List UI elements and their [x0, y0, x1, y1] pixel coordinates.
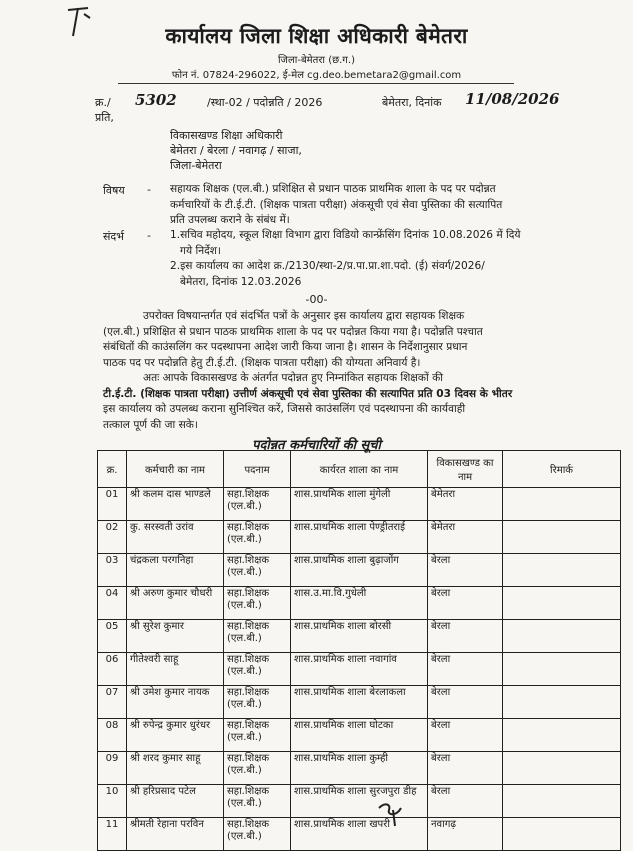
body-line: टी.ई.टी. (शिक्षक पात्रता परीक्षा) उत्तीर्ण अंकसूची एवं सेवा पुस्तिका की सत्यापित प्रति 03 दिवस के भीतर — [103, 387, 513, 400]
addressee-line: विकासखण्ड शिक्षा अधिकारी — [170, 129, 283, 142]
body-line: इस कार्यालय को उपलब्ध कराना सुनिश्चित करें, जिससे काउंसलिंग एवं पदस्थापना की कार्यवाही — [103, 403, 466, 415]
employee-name: चंद्रकला परगनिहा — [127, 554, 224, 587]
row-serial: 04 — [98, 587, 127, 620]
designation: सहा.शिक्षक (एल.बी.) — [224, 488, 291, 521]
row-serial: 03 — [98, 554, 127, 587]
row-serial: 10 — [98, 785, 127, 818]
table-header-row — [98, 451, 621, 488]
school-name: शास.प्राथमिक शाला घोटका — [291, 719, 428, 752]
sandarbh-line: 1.सचिव महोदय, स्कूल शिक्षा विभाग द्वारा विडियो कान्फ्रेंसिंग दिनांक 10.08.2026 में दिये — [170, 229, 521, 241]
row-serial: 07 — [98, 686, 127, 719]
sandarbh-text — [170, 228, 620, 290]
block-name: बेरला — [428, 752, 503, 785]
designation: सहा.शिक्षक (एल.बी.) — [224, 785, 291, 818]
reference-suffix: /स्था-02 / पदोन्नति / 2026 — [207, 96, 323, 109]
sandarbh-line: बेमेतरा, दिनांक 12.03.2026 — [180, 275, 302, 288]
block-name: बेरला — [428, 587, 503, 620]
row-serial: 05 — [98, 620, 127, 653]
employee-name: श्री शरद कुमार साहू — [127, 752, 224, 785]
table-row — [98, 620, 621, 653]
school-name: शास.प्राथमिक शाला नवागांव — [291, 653, 428, 686]
body-line: पाठक पद पर पदोन्नति हेतु टी.ई.टी. (शिक्षक पात्रता परीक्षा) की योग्यता अनिवार्य है। — [103, 356, 421, 369]
designation: सहा.शिक्षक (एल.बी.) — [224, 752, 291, 785]
body-line: उपरोक्त विषयान्तर्गत एवं संदर्भित पत्रों के अनुसार इस कार्यालय द्वारा सहायक शिक्षक — [143, 310, 465, 322]
employee-name: श्री उमेश कुमार नायक — [127, 686, 224, 719]
school-name: शास.प्राथमिक शाला खपरी — [291, 818, 428, 851]
remark — [503, 653, 621, 686]
remark — [503, 587, 621, 620]
promoted-staff-table — [97, 450, 621, 851]
column-header: विकासखण्ड का नाम — [428, 451, 503, 488]
designation: सहा.शिक्षक (एल.बी.) — [224, 554, 291, 587]
block-name: बेमेतरा — [428, 488, 503, 521]
remark — [503, 620, 621, 653]
table-row — [98, 653, 621, 686]
remark — [503, 554, 621, 587]
table-row — [98, 818, 621, 851]
sandarbh-label: संदर्भ — [103, 230, 125, 243]
body-line: तत्काल पूर्ण की जा सके। — [103, 418, 198, 431]
block-name: बेरला — [428, 554, 503, 587]
employee-name: श्रीमती रेहाना परविन — [127, 818, 224, 851]
row-serial: 11 — [98, 818, 127, 851]
row-serial: 06 — [98, 653, 127, 686]
subject-line: सहायक शिक्षक (एल.बी.) प्रशिक्षित से प्रधान पाठक प्राथमिक शाला के पद पर पदोन्नत — [170, 183, 496, 195]
employee-name: श्री रुपेन्द्र कुमार धुरंधर — [127, 719, 224, 752]
school-name: शास.प्राथमिक शाला बेरलाकला — [291, 686, 428, 719]
reference-number: 5302 — [135, 91, 177, 109]
table-row — [98, 521, 621, 554]
designation: सहा.शिक्षक (एल.बी.) — [224, 719, 291, 752]
remark — [503, 719, 621, 752]
contact-line: फोन नं. 07824-296022, ई-मेल cg.deo.bemetara2@gmail.com — [171, 70, 462, 81]
school-name: शास.प्राथमिक शाला पेण्ड्रीतराई — [291, 521, 428, 554]
date-value: 11/08/2026 — [465, 90, 560, 108]
designation: सहा.शिक्षक (एल.बी.) — [224, 653, 291, 686]
table-row — [98, 686, 621, 719]
employee-name: गीतेश्वरी साहू — [127, 653, 224, 686]
block-name: बेरला — [428, 686, 503, 719]
subject-text — [170, 182, 620, 229]
body-line: (एल.बी.) प्रशिक्षित से प्रधान पाठक प्राथमिक शाला के पद पर पदोन्नत किया गया है। पदोन्नति पश्चात — [103, 325, 483, 338]
sandarbh-line: 2.इस कार्यालय का आदेश क्र./2130/स्था-2/प्र.पा.प्रा.शा.पदो. (ई) संवर्ग/2026/ — [170, 260, 485, 272]
block-name: बेरला — [428, 620, 503, 653]
body-paragraph-1 — [103, 309, 618, 371]
employee-name: श्री अरुण कुमार चौधरी — [127, 587, 224, 620]
table-row — [98, 554, 621, 587]
block-name: बेरला — [428, 785, 503, 818]
row-serial: 09 — [98, 752, 127, 785]
office-title: कार्यालय जिला शिक्षा अधिकारी बेमेतरा — [165, 24, 468, 48]
column-header: रिमार्क — [503, 451, 621, 488]
row-serial: 01 — [98, 488, 127, 521]
kr-label: क्र./ — [95, 96, 111, 109]
remark — [503, 488, 621, 521]
addressee-line: जिला-बेमेतरा — [170, 159, 222, 172]
remark — [503, 785, 621, 818]
handwritten-signature-icon — [375, 800, 415, 830]
block-name: बेरला — [428, 719, 503, 752]
row-serial: 02 — [98, 521, 127, 554]
employee-name: श्री सुरेश कुमार — [127, 620, 224, 653]
subject-dash: - — [147, 183, 151, 196]
school-name: शास.उ.मा.वि.गुधेली — [291, 587, 428, 620]
reference-line — [95, 90, 560, 111]
block-name: बेमेतरा — [428, 521, 503, 554]
remark — [503, 521, 621, 554]
designation: सहा.शिक्षक (एल.बी.) — [224, 818, 291, 851]
body-line: अतः आपके विकासखण्ड के अंतर्गत पदोन्नत हुए निम्नांकित सहायक शिक्षकों की — [143, 372, 444, 384]
subject-label: विषय — [103, 184, 125, 197]
body-line: संबंधितों की काउंसलिंग कर पदस्थापना आदेश जारी किया जाना है। शासन के निर्देशानुसार प्रधान — [103, 341, 468, 353]
sandarbh-dash: - — [147, 229, 151, 242]
remark — [503, 818, 621, 851]
school-name: शास.प्राथमिक शाला बोरसी — [291, 620, 428, 653]
subject-line: प्रति उपलब्ध कराने के संबंध में। — [170, 214, 290, 226]
body-paragraph-2 — [103, 371, 618, 433]
prati-label: प्रति, — [95, 111, 114, 124]
row-serial: 08 — [98, 719, 127, 752]
block-name: नवागढ़ — [428, 818, 503, 851]
remark — [503, 686, 621, 719]
table-row — [98, 587, 621, 620]
column-header: कर्मचारी का नाम — [127, 451, 224, 488]
school-name: शास.प्राथमिक शाला मुंगेली — [291, 488, 428, 521]
designation: सहा.शिक्षक (एल.बी.) — [224, 686, 291, 719]
addressee-line: बेमेतरा / बेरला / नवागढ़ / साजा, — [170, 144, 302, 157]
school-name: शास.प्राथमिक शाला कुम्ही — [291, 752, 428, 785]
table-row — [98, 785, 621, 818]
employee-name: श्री हरिप्रसाद पटेल — [127, 785, 224, 818]
subject-line: कर्मचारियों के टी.ई.टी. (शिक्षक पात्रता परीक्षा) अंकसूची एवं सेवा पुस्तिका की सत्यापित — [170, 198, 503, 211]
table-row — [98, 752, 621, 785]
designation: सहा.शिक्षक (एल.बी.) — [224, 587, 291, 620]
designation: सहा.शिक्षक (एल.बी.) — [224, 521, 291, 554]
header-divider — [118, 83, 514, 84]
district-line: जिला-बेमेतरा (छ.ग.) — [277, 55, 356, 66]
employee-name: कु. सरस्वती उरांव — [127, 521, 224, 554]
column-header: क्र. — [98, 451, 127, 488]
table-title: पदोन्नत कर्मचारियों की सूची — [252, 438, 381, 453]
table-row — [98, 719, 621, 752]
column-header: पदनाम — [224, 451, 291, 488]
school-name: शास.प्राथमिक शाला बुढ़ाजोंग — [291, 554, 428, 587]
designation: सहा.शिक्षक (एल.बी.) — [224, 620, 291, 653]
column-header: कार्यरत शाला का नाम — [291, 451, 428, 488]
remark — [503, 752, 621, 785]
employee-name: श्री कलम दास भाण्डले — [127, 488, 224, 521]
block-name: बेरला — [428, 653, 503, 686]
date-label: बेमेतरा, दिनांक — [382, 96, 442, 109]
sandarbh-line: गये निर्देश। — [180, 244, 221, 257]
separator: -00- — [305, 293, 328, 306]
table-row — [98, 488, 621, 521]
addressee-block — [170, 128, 302, 173]
school-name: शास.प्राथमिक शाला सुरजपुरा डीह — [291, 785, 428, 818]
